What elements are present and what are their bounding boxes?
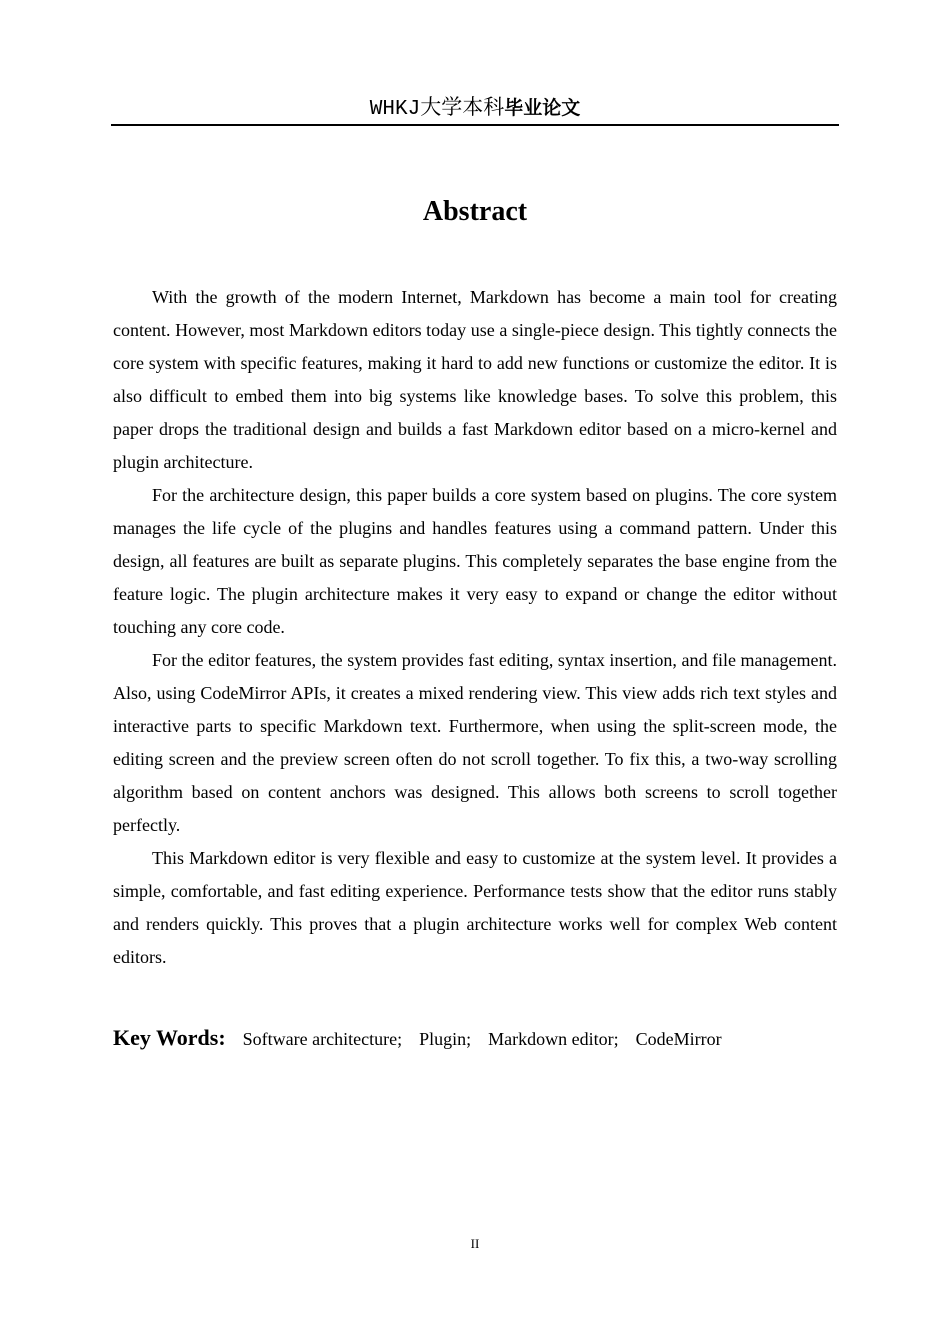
header-rule <box>111 124 839 126</box>
running-header <box>111 92 839 124</box>
abstract-title: Abstract <box>422 196 528 227</box>
abstract-paragraph: For the architecture design, this paper builds a core system based on plugins. The core system manages the life cycle of the plugins and handles features using a command pattern. Under this design, all features are built as separate plugins. This completely separates the base engine from the feature logic. The plugin architecture makes it very easy to expand or change the editor without touching any core code. <box>113 485 837 637</box>
header-university: WHKJ大学本科 <box>369 98 505 121</box>
abstract-paragraph: This Markdown editor is very flexible and easy to customize at the system level. It provides a simple, comfortable, and fast editing experience. Performance tests show that the editor runs stably and renders quickly. This proves that a plugin architecture works well for complex Web content editors. <box>113 848 837 967</box>
keyword: CodeMirror <box>635 1029 722 1049</box>
keyword: Markdown editor; <box>488 1029 619 1049</box>
keywords-line <box>113 1021 837 1056</box>
keywords-label: Key Words: <box>113 1025 226 1050</box>
abstract-body <box>113 281 837 974</box>
keyword: Plugin; <box>419 1029 472 1049</box>
page-number: II <box>470 1236 480 1251</box>
abstract-paragraph: With the growth of the modern Internet, Markdown has become a main tool for creating content. However, most Markdown editors today use a single-piece design. This tightly connects the core system with specific features, making it hard to add new functions or customize the editor. It is also difficult to embed them into big systems like knowledge bases. To solve this problem, this paper drops the traditional design and builds a fast Markdown editor based on a micro-kernel and plugin architecture. <box>113 287 837 472</box>
header-thesis-label: 毕业论文 <box>504 97 581 119</box>
keyword: Software architecture; <box>242 1029 403 1049</box>
abstract-paragraph: For the editor features, the system provides fast editing, syntax insertion, and file management. Also, using CodeMirror APIs, it creates a mixed rendering view. This view adds rich text styles and interactive parts to specific Markdown text. Furthermore, when using the split-screen mode, the editing screen and the preview screen often do not scroll together. To fix this, a two-way scrolling algorithm based on content anchors was designed. This allows both screens to scroll together perfectly. <box>113 650 837 835</box>
